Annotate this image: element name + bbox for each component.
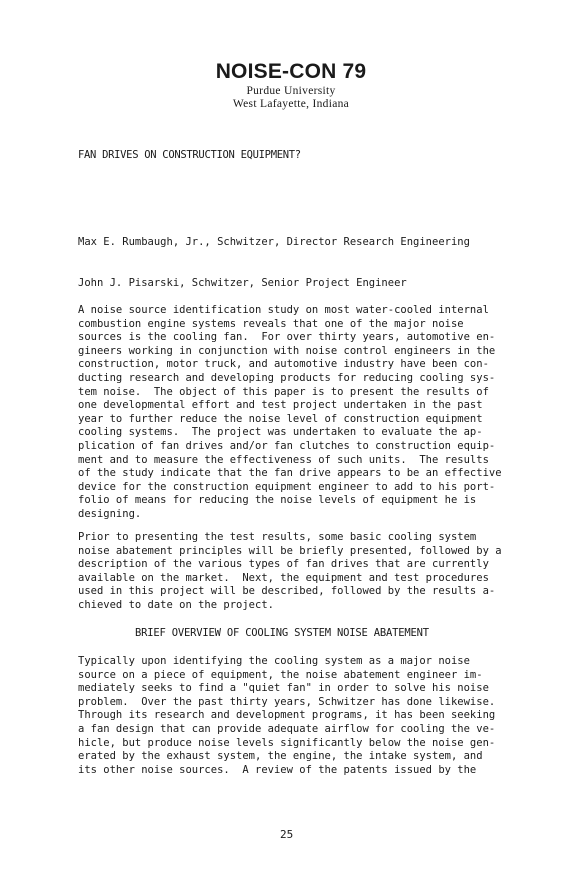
conference-institution: Purdue University (246, 85, 336, 97)
page-number: 25 (280, 828, 294, 841)
text-line: sources is the cooling fan. For over thirty years, automotive en- (78, 331, 496, 344)
text-line: Prior to presenting the test results, some basic cooling system (78, 531, 477, 543)
text-line: ducting research and developing products for reducing cooling sys- (78, 371, 496, 384)
text-line: Through its research and development programs, it has been seeking (78, 709, 496, 722)
text-line: Typically upon identifying the cooling system as a major noise (78, 655, 470, 667)
text-line: device for the construction equipment engineer to add to his port- (78, 480, 496, 493)
author-line: John J. Pisarski, Schwitzer, Senior Project Engineer (78, 276, 407, 289)
text-line: cooling systems. The project was undertaken to evaluate the ap- (78, 426, 483, 439)
text-line: used in this project will be described, followed by the results a- (78, 585, 496, 598)
text-line: one developmental effort and test project undertaken in the past (78, 399, 483, 412)
text-line: designing. (78, 507, 142, 520)
text-line: ment and to measure the effectiveness of such units. The results (78, 453, 489, 466)
text-line: problem. Over the past thirty years, Schwitzer has done likewise. (78, 695, 496, 708)
section-heading: BRIEF OVERVIEW OF COOLING SYSTEM NOISE ABATEMENT (135, 627, 429, 639)
text-line: combustion engine systems reveals that one of the major noise (78, 317, 464, 330)
text-line: erated by the exhaust system, the engine, the intake system, and (78, 750, 483, 763)
text-line: source on a piece of equipment, the noise abatement engineer im- (78, 668, 483, 681)
text-line: of the study indicate that the fan drive appears to be an effective (78, 467, 502, 480)
author-line: Max E. Rumbaugh, Jr., Schwitzer, Director Research Engineering (78, 236, 470, 249)
conference-title: NOISE-CON 79 (215, 60, 367, 83)
conference-location: West Lafayette, Indiana (232, 98, 350, 110)
intro-paragraph (78, 531, 502, 613)
text-line: plication of fan drives and/or fan clutches to construction equip- (78, 439, 496, 452)
text-line: available on the market. Next, the equipment and test procedures (78, 571, 489, 584)
text-line: folio of means for reducing the noise levels of equipment he is (78, 494, 477, 507)
text-line: tem noise. The object of this paper is to present the results of (78, 385, 489, 398)
author-list (78, 209, 470, 304)
text-line: description of the various types of fan drives that are currently (78, 558, 489, 571)
text-line: year to further reduce the noise level of construction equipment (78, 412, 483, 425)
text-line: gineers working in conjunction with noise control engineers in the (78, 344, 496, 357)
text-line: A noise source identification study on most water-cooled internal (78, 304, 489, 316)
abstract-paragraph (78, 304, 502, 522)
text-line: mediately seeks to find a "quiet fan" in order to solve his noise (78, 682, 489, 695)
overview-paragraph (78, 655, 495, 777)
text-line: its other noise sources. A review of the patents issued by the (78, 763, 477, 776)
paper-title: FAN DRIVES ON CONSTRUCTION EQUIPMENT? (78, 149, 301, 161)
text-line: hicle, but produce noise levels significantly below the noise gen- (78, 736, 496, 749)
text-line: chieved to date on the project. (78, 598, 274, 611)
text-line: construction, motor truck, and automotive industry have been con- (78, 358, 489, 371)
text-line: noise abatement principles will be briefly presented, followed by a (78, 544, 502, 557)
text-line: a fan design that can provide adequate airflow for cooling the ve- (78, 722, 496, 735)
